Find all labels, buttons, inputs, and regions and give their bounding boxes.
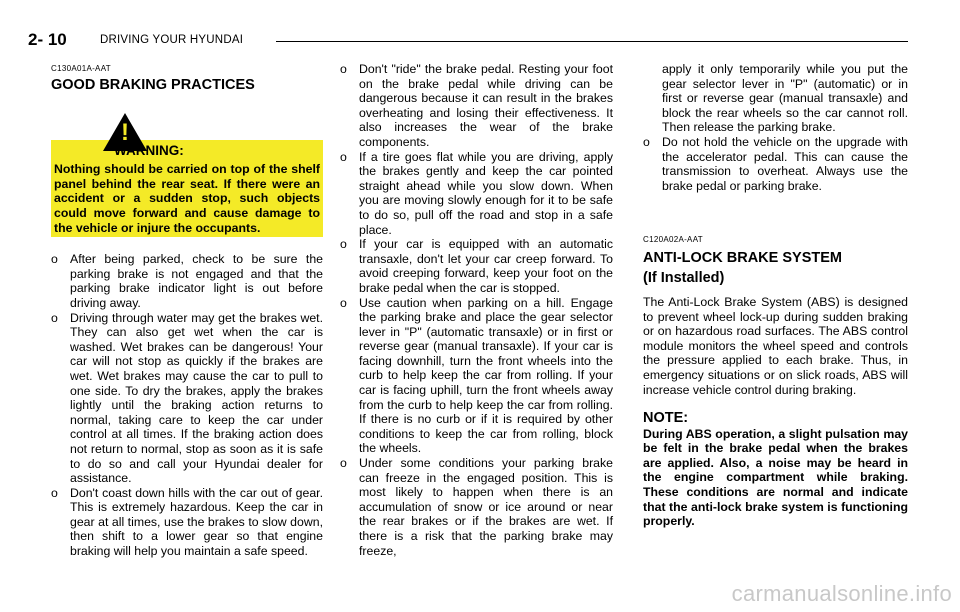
list-item-text: Driving through water may get the brakes wet. They can also get wet when the car is washed. Wet brakes can be dangerous! Your car will not stop as quickly if the brakes are wet. Wet brakes may cause the car to pull to one side. To dry the brakes, apply the brakes lightly until the braking action returns to normal, taking care to keep the car under control at all times. If the braking action does not return to normal, stop as soon as it is safe to do so and call your Hyundai dealer for assistance. — [70, 310, 323, 486]
list-item — [340, 237, 613, 295]
list-item — [51, 311, 323, 486]
list-item-text: Don't "ride" the brake pedal. Resting your foot on the brake pedal while driving can be dangerous because it can result in the brakes overheating and losing their effectiveness. It also increases the wear of the brake components. — [359, 62, 613, 149]
page-header — [28, 30, 908, 54]
list-item-text: After being parked, check to be sure the parking brake is not engaged and that the parking brake indicator light is out before driving away. — [70, 252, 323, 310]
abs-subheading: (If Installed) — [643, 269, 725, 286]
note-text: During ABS operation, a slight pulsation may be felt in the brake pedal when the brakes are applied. Also, a noise may be heard in the engine compartment while braking. These conditions are normal and indicate that the anti-lock brake system is functioning properly. — [643, 426, 908, 529]
bullet-marker: o — [340, 237, 347, 252]
column-middle — [340, 62, 613, 558]
braking-list-part1 — [51, 252, 323, 558]
list-item-text: Do not hold the vehicle on the upgrade with the accelerator pedal. This can cause the transmission to overheat. Always use the brake pedal or parking brake. — [662, 134, 908, 193]
list-item — [340, 62, 613, 150]
bullet-marker: o — [51, 310, 58, 325]
exclamation-icon: ! — [121, 119, 129, 147]
column-left — [51, 62, 323, 559]
list-item-text: If your car is equipped with an automatic transaxle, don't let your car creep forward. To avoid creeping forward, keep your foot on the brake pedal when the car is stopped. — [359, 237, 613, 295]
list-item — [340, 150, 613, 238]
bullet-marker: o — [340, 62, 347, 76]
section-title: DRIVING YOUR HYUNDAI — [100, 34, 244, 46]
bullet-marker: o — [340, 149, 347, 164]
list-item — [643, 135, 908, 193]
list-item-text: Use caution when parking on a hill. Engage the parking brake and place the gear selector lever in "P" (automatic transaxle) or in first or reverse gear (manual transaxle). If your car is facing downhill, turn the front wheels into the curb to help keep the car from rolling. If your car is facing uphill, turn the front wheels away from the curb to help keep the car from rolling. If there is no curb or if it is required by other conditions to keep the car from rolling, block the wheels. — [359, 295, 613, 456]
bullet-marker: o — [340, 295, 347, 310]
bullet-marker: o — [51, 485, 58, 500]
page-number: 2- 10 — [28, 30, 67, 49]
list-item-text: Don't coast down hills with the car out of gear. This is extremely hazardous. Keep the car in gear at all times, use the brakes to slow down, then shift to a lower gear so that engine braking will help you maintain a safe speed. — [70, 485, 323, 559]
bullet-marker: o — [643, 134, 650, 149]
watermark: carmanualsonline.info — [731, 581, 952, 606]
abs-section — [643, 233, 908, 529]
list-item — [51, 252, 323, 310]
section-code: C130A01A-AAT — [51, 64, 111, 73]
column-right — [643, 62, 908, 529]
warning-box — [51, 119, 323, 237]
list-item-text: Under some conditions your parking brake can freeze in the engaged position. This is most likely to happen when there is an accumulation of snow or ice around or near the rear brakes or if the brakes are wet. If there is a risk that the parking brake may freeze, — [359, 456, 613, 558]
bullet-marker: o — [340, 456, 347, 471]
list-item — [340, 456, 613, 558]
header-rule — [276, 41, 908, 42]
list-item — [340, 296, 613, 457]
braking-list-part2 — [340, 62, 613, 558]
note-label: NOTE: — [643, 410, 689, 427]
braking-list-part3 — [643, 135, 908, 193]
continued-text: apply it only temporarily while you put the gear selector lever in "P" (automatic) or in first or reverse gear (manual transaxle) and block the rear wheels so the car cannot roll. Then release the parking brake. — [662, 62, 908, 135]
bullet-marker: o — [51, 252, 58, 267]
warning-text: Nothing should be carried on top of the shelf panel behind the rear seat. If there were an accident or a sudden stop, such objects could move forward and cause damage to the vehicle or injure the occupants. — [54, 162, 320, 235]
list-item-text: If a tire goes flat while you are driving, apply the brakes gently and keep the car pointed straight ahead while you slow down. When you are moving slowly enough for it to be safe to do so, pull off the road and stop in a safe place. — [359, 149, 613, 237]
warning-label: WARNING: — [114, 143, 184, 159]
list-item — [51, 486, 323, 559]
abs-paragraph: The Anti-Lock Brake System (ABS) is designed to prevent wheel lock-up during sudden braking or on hazardous road surfaces. The ABS control module monitors the wheel speed and controls the pressure applied to each brake. Thus, in emergency situations or on slick roads, ABS will increase vehicle control during braking. — [643, 294, 908, 397]
abs-heading: ANTI-LOCK BRAKE SYSTEM — [643, 249, 842, 266]
section-heading: GOOD BRAKING PRACTICES — [51, 76, 255, 93]
abs-code: C120A02A-AAT — [643, 235, 703, 245]
